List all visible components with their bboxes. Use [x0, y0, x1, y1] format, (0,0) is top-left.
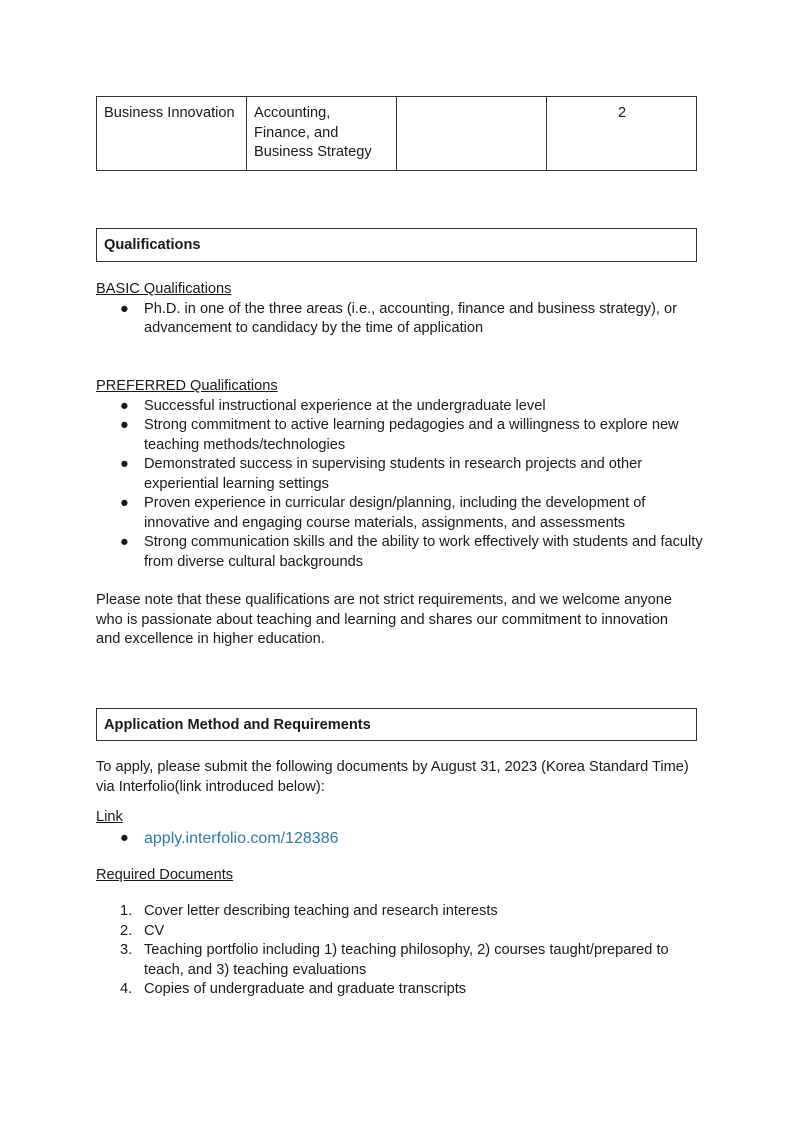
bullet-icon: ●: [120, 829, 129, 846]
bullet-icon: ●: [120, 397, 129, 414]
link-title: Link: [96, 809, 123, 825]
number-marker: 4.: [120, 981, 133, 997]
basic-qualifications-title: BASIC Qualifications: [96, 281, 232, 297]
qualifications-note: Please note that these qualifications are not strict requirements, and we welcome anyone who is passionate about teaching and learning and shares our commitment to innovation and excellence in higher education.: [96, 592, 672, 647]
list-item: 2. CV: [96, 922, 706, 942]
basic-qualifications: [96, 280, 706, 339]
required-documents: [96, 902, 706, 1000]
bullet-icon: ●: [120, 300, 129, 317]
list-item: ● Ph.D. in one of the three areas (i.e., accounting, finance and business strategy), or advancement to candidacy by the time of application: [120, 300, 677, 336]
list-item: 3. Teaching portfolio including 1) teaching philosophy, 2) courses taught/prepared to teach, and 3) teaching evaluations: [120, 942, 669, 978]
list-item: [96, 828, 706, 850]
basic-list: [96, 300, 706, 339]
bullet-icon: ●: [120, 495, 129, 511]
bullet-icon: ●: [120, 456, 129, 472]
link-section: [96, 808, 706, 850]
qualifications-heading: Qualifications: [96, 228, 697, 262]
bullet-icon: ●: [120, 417, 129, 433]
preferred-qualifications-title: PREFERRED Qualifications: [96, 378, 278, 394]
documents-list: [96, 902, 706, 1000]
application-intro: To apply, please submit the following documents by August 31, 2023 (Korea Standard Time) via Interfolio(link introduced below):: [96, 759, 689, 795]
link-list: [96, 828, 706, 850]
table-row: [97, 97, 697, 171]
table-cell-department: Business Innovation: [97, 97, 247, 171]
list-item: 4. Copies of undergraduate and graduate transcripts: [96, 980, 706, 1000]
list-item: ● Strong communication skills and the ability to work effectively with students and faculty from diverse cultural backgrounds: [120, 534, 703, 570]
bullet-icon: ●: [120, 534, 129, 550]
list-item: ● Strong commitment to active learning pedagogies and a willingness to explore new teaching methods/technologies: [120, 417, 679, 453]
required-documents-heading: Required Documents: [96, 867, 234, 883]
number-marker: 2.: [120, 922, 133, 939]
required-documents-title: [96, 866, 706, 886]
preferred-qualifications: [96, 377, 706, 572]
list-item: 1. Cover letter describing teaching and research interests: [96, 902, 706, 922]
number-marker: 1.: [120, 903, 133, 919]
list-item: ● Successful instructional experience at the undergraduate level: [96, 397, 706, 417]
interfolio-link[interactable]: apply.interfolio.com/128386: [144, 829, 339, 847]
application-heading: Application Method and Requirements: [96, 708, 697, 741]
table-cell-count: 2: [547, 97, 697, 171]
number-marker: 3.: [120, 942, 133, 958]
preferred-list: [96, 397, 706, 573]
table-cell-empty: [397, 97, 547, 171]
positions-table: [96, 96, 697, 171]
list-item: ● Proven experience in curricular design/planning, including the development of innovative and engaging course materials, assignments, and assessments: [120, 495, 646, 531]
table-cell-field: Accounting, Finance, and Business Strategy: [247, 97, 397, 171]
list-item: ● Demonstrated success in supervising students in research projects and other experiential learning settings: [120, 456, 643, 492]
